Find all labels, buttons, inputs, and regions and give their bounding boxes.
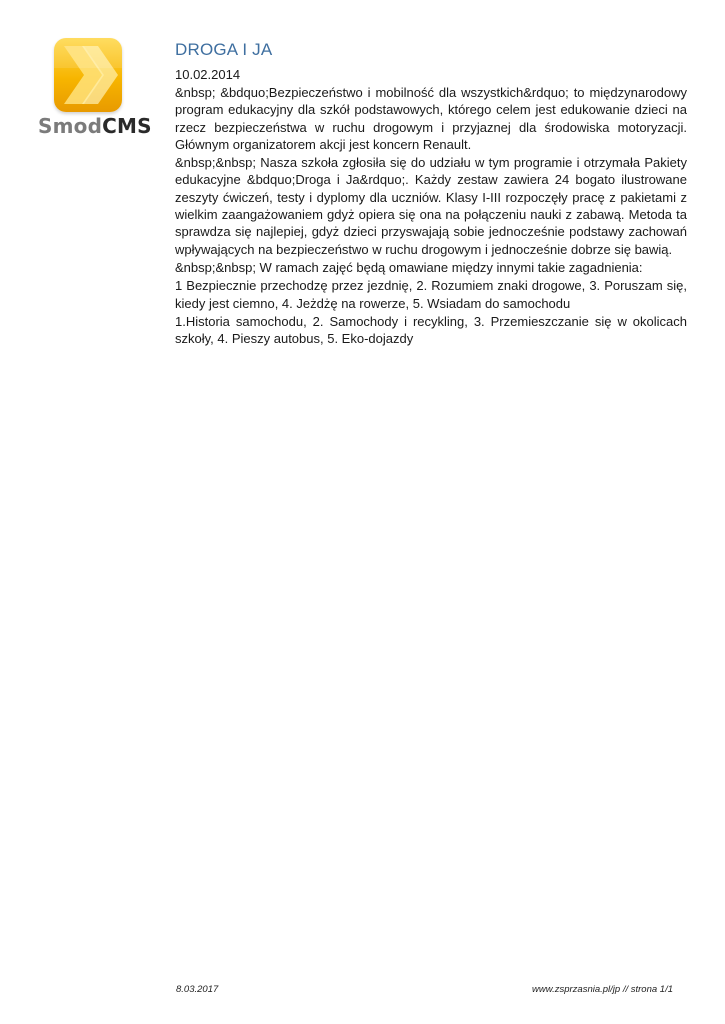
article-paragraph: &nbsp;&nbsp; Nasza szkoła zgłosiła się do udziału w tym programie i otrzymała Pakiety edukacyjne &bdquo;Droga i Ja&rdquo;. Każdy zestaw zawiera 24 bogato ilustrowane zeszyty ćwiczeń, testy i dyplomy dla uczniów. Klasy I-III rozpoczęły pracę z pakietami z wielkim zaangażowaniem gdyż opiera się ona na połączeniu nauki z zabawą. Metoda ta sprawdza się najlepiej, gdyż dzieci przyswajają sobie jednocześnie podstawy zachowań wpływających na bezpieczeństwo w ruchu drogowym i jednocześnie dobrze się bawią. xyxy=(175,155,687,257)
article-paragraph: &nbsp;&nbsp; W ramach zajęć będą omawiane między innymi takie zagadnienia: xyxy=(175,259,643,275)
smodcms-logo xyxy=(36,38,152,142)
logo-text-smod: Smod xyxy=(38,114,103,138)
article-paragraph: &nbsp; &bdquo;Bezpieczeństwo i mobilność dla wszystkich&rdquo; to międzynarodowy program edukacyjny dla szkół podstawowych, którego celem jest edukowanie dzieci na rzecz bezpieczeństwa w ruchu drogowym i przyjaznej dla środowiska motoryzacji. Głównym organizatorem akcji jest koncern Renault. xyxy=(175,85,687,152)
article-paragraph: 1.Historia samochodu, 2. Samochody i recykling, 3. Przemieszczanie się w okolicach szkoły, 4. Pieszy autobus, 5. Eko-dojazdy xyxy=(175,313,687,347)
footer-source: www.zsprzasnia.pl/jp // strona 1/1 xyxy=(532,984,673,995)
logo-wordmark xyxy=(38,114,152,138)
article-title: DROGA I JA xyxy=(175,40,273,59)
article-paragraph: 1 Bezpiecznie przechodzę przez jezdnię, 2. Rozumiem znaki drogowe, 3. Poruszam się, kiedy jest ciemno, 4. Jeżdżę na rowerze, 5. Wsiadam do samochodu xyxy=(175,278,687,311)
double-chevron-right-icon xyxy=(54,38,122,112)
logo-text-cms: CMS xyxy=(102,114,152,138)
article xyxy=(175,40,687,348)
article-date: 10.02.2014 xyxy=(175,67,241,82)
footer-date: 8.03.2017 xyxy=(176,984,219,995)
logo-badge xyxy=(54,38,122,112)
